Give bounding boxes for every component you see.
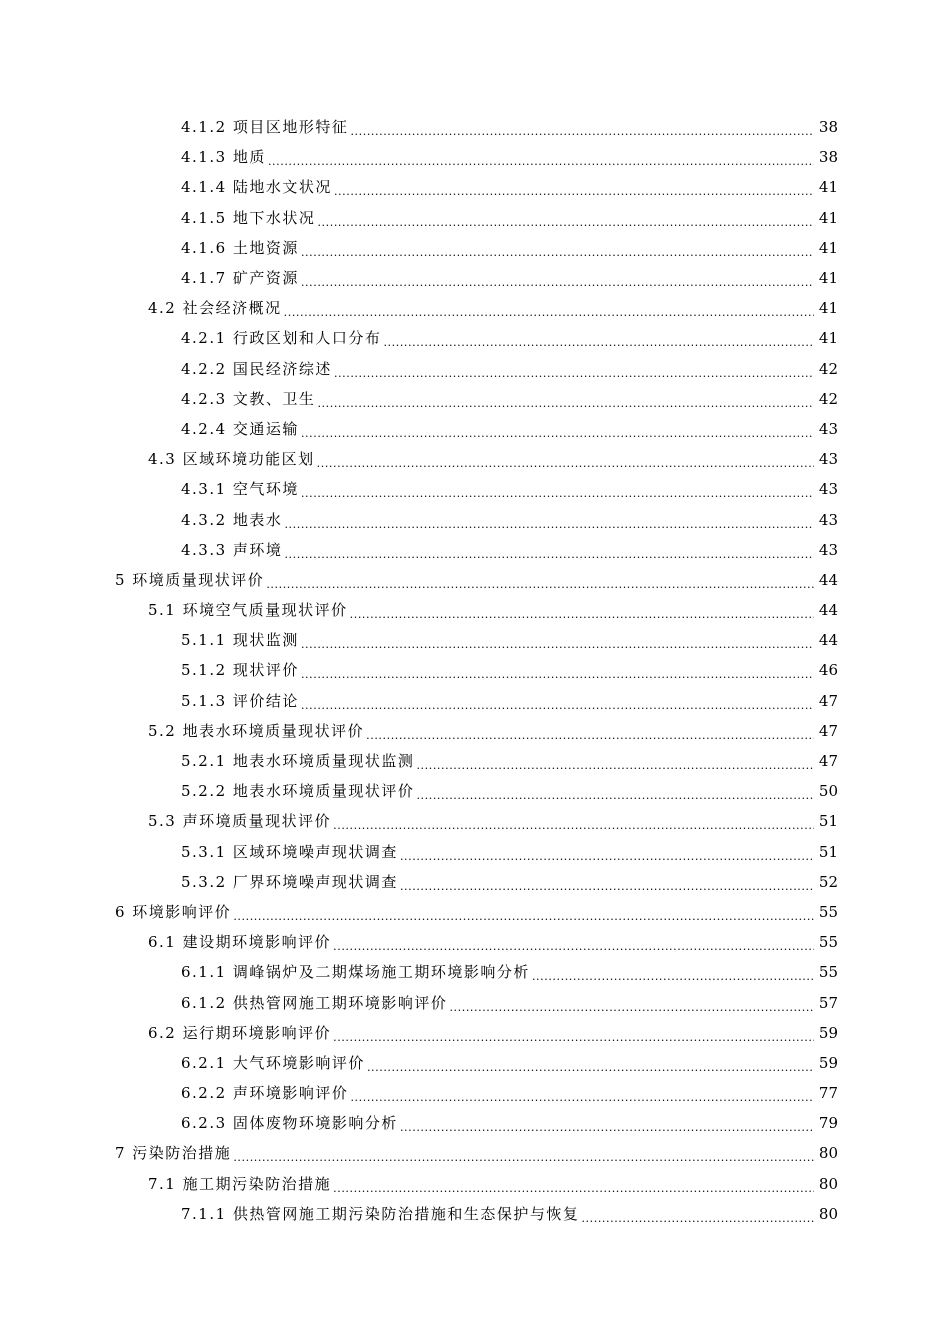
toc-entry[interactable] (0, 293, 950, 323)
toc-entry-page-number: 41 (818, 178, 838, 197)
toc-entry-page-number: 41 (818, 208, 838, 227)
toc-entry-page-number: 59 (818, 1023, 838, 1042)
dot-leader (317, 211, 814, 231)
toc-entry-page-number: 80 (818, 1204, 838, 1223)
toc-entry[interactable] (0, 746, 950, 776)
toc-entry[interactable] (0, 565, 950, 595)
toc-entry-title: 6.2 运行期环境影响评价 (148, 1023, 332, 1042)
dot-leader (532, 965, 814, 985)
toc-entry[interactable] (0, 1018, 950, 1048)
toc-entry-page-number: 80 (818, 1144, 838, 1163)
toc-entry[interactable] (0, 1169, 950, 1199)
toc-entry[interactable] (0, 142, 950, 172)
dot-leader (301, 694, 814, 714)
dot-leader (233, 1146, 814, 1166)
toc-entry-page-number: 55 (818, 902, 838, 921)
toc-entry-page-number: 51 (818, 842, 838, 861)
toc-entry-page-number: 47 (818, 691, 838, 710)
dot-leader (284, 301, 814, 321)
toc-entry[interactable] (0, 957, 950, 987)
toc-entry-page-number: 80 (818, 1174, 838, 1193)
toc-entry[interactable] (0, 112, 950, 142)
toc-entry-page-number: 52 (818, 872, 838, 891)
toc-entry-title: 7.1 施工期污染防治措施 (148, 1174, 332, 1193)
toc-entry[interactable] (0, 1199, 950, 1229)
dot-leader (416, 754, 814, 774)
toc-entry[interactable] (0, 444, 950, 474)
toc-entry-page-number: 44 (818, 631, 838, 650)
toc-entry-title: 4.3 区域环境功能区划 (148, 450, 315, 469)
toc-entry-page-number: 44 (818, 601, 838, 620)
toc-entry-title: 6.1.1 调峰锅炉及二期煤场施工期环境影响分析 (181, 963, 530, 982)
toc-entry[interactable] (0, 1108, 950, 1138)
toc-entry-title: 4.3.3 声环境 (181, 540, 283, 559)
toc-entry-page-number: 51 (818, 812, 838, 831)
toc-entry-title: 4.2.4 交通运输 (181, 419, 299, 438)
toc-entry-title: 6.1.2 供热管网施工期环境影响评价 (181, 993, 448, 1012)
dot-leader (383, 331, 814, 351)
toc-entry[interactable] (0, 263, 950, 293)
toc-entry-page-number: 42 (818, 359, 838, 378)
toc-entry-title: 4.2.3 文教、卫生 (181, 389, 316, 408)
toc-entry-title: 6 环境影响评价 (115, 902, 232, 921)
toc-entry[interactable] (0, 776, 950, 806)
toc-entry[interactable] (0, 987, 950, 1017)
toc-entry-title: 7.1.1 供热管网施工期污染防治措施和生态保护与恢复 (181, 1204, 580, 1223)
toc-entry-title: 4.1.3 地质 (181, 148, 266, 167)
toc-entry[interactable] (0, 474, 950, 504)
toc-entry[interactable] (0, 867, 950, 897)
toc-entry-title: 5.3.2 厂界环境噪声现状调查 (181, 872, 398, 891)
toc-entry-title: 4.1.6 土地资源 (181, 238, 299, 257)
toc-entry-page-number: 43 (818, 480, 838, 499)
toc-entry[interactable] (0, 384, 950, 414)
toc-entry-page-number: 41 (818, 269, 838, 288)
dot-leader (301, 271, 814, 291)
toc-entry-page-number: 50 (818, 782, 838, 801)
dot-leader (301, 422, 814, 442)
toc-entry-title: 4.1.2 项目区地形特征 (181, 118, 349, 137)
toc-entry-title: 5 环境质量现状评价 (115, 570, 265, 589)
dot-leader (400, 845, 814, 865)
dot-leader (333, 935, 814, 955)
dot-leader (333, 1026, 814, 1046)
toc-entry-title: 5.3.1 区域环境噪声现状调查 (181, 842, 398, 861)
toc-entry-title: 4.3.1 空气环境 (181, 480, 299, 499)
dot-leader (350, 603, 814, 623)
toc-entry[interactable] (0, 1048, 950, 1078)
dot-leader (301, 482, 814, 502)
toc-entry[interactable] (0, 323, 950, 353)
toc-entry-page-number: 57 (818, 993, 838, 1012)
toc-entry-title: 6.2.2 声环境影响评价 (181, 1084, 349, 1103)
dot-leader (366, 724, 814, 744)
toc-entry[interactable] (0, 595, 950, 625)
toc-entry[interactable] (0, 927, 950, 957)
toc-entry-title: 5.3 声环境质量现状评价 (148, 812, 332, 831)
dot-leader (284, 513, 814, 533)
dot-leader (284, 543, 814, 563)
toc-entry[interactable] (0, 233, 950, 263)
toc-entry-title: 4.3.2 地表水 (181, 510, 283, 529)
toc-entry-title: 5.2.1 地表水环境质量现状监测 (181, 752, 415, 771)
toc-entry[interactable] (0, 535, 950, 565)
toc-entry-title: 7 污染防治措施 (115, 1144, 232, 1163)
dot-leader (301, 241, 814, 261)
toc-entry-title: 4.1.5 地下水状况 (181, 208, 316, 227)
toc-entry-title: 4.1.4 陆地水文状况 (181, 178, 332, 197)
toc-entry-page-number: 38 (818, 148, 838, 167)
dot-leader (317, 452, 814, 472)
toc-entry-page-number: 79 (818, 1114, 838, 1133)
toc-entry[interactable] (0, 806, 950, 836)
toc-entry-title: 5.1.3 评价结论 (181, 691, 299, 710)
dot-leader (334, 180, 814, 200)
toc-entry-page-number: 47 (818, 721, 838, 740)
toc-entry[interactable] (0, 203, 950, 233)
dot-leader (333, 814, 814, 834)
toc-entry-title: 4.2.2 国民经济综述 (181, 359, 332, 378)
toc-entry-page-number: 43 (818, 510, 838, 529)
toc-entry-page-number: 41 (818, 329, 838, 348)
dot-leader (268, 150, 814, 170)
dot-leader (317, 392, 814, 412)
dot-leader (301, 663, 814, 683)
dot-leader (333, 1177, 814, 1197)
toc-entry-title: 4.2 社会经济概况 (148, 299, 282, 318)
toc-entry-page-number: 77 (818, 1084, 838, 1103)
toc-entry-page-number: 43 (818, 419, 838, 438)
toc-entry[interactable] (0, 655, 950, 685)
toc-entry-title: 6.2.1 大气环境影响评价 (181, 1053, 365, 1072)
dot-leader (301, 633, 814, 653)
toc-entry[interactable] (0, 837, 950, 867)
toc-entry-title: 4.1.7 矿产资源 (181, 269, 299, 288)
toc-entry-page-number: 41 (818, 299, 838, 318)
toc-entry-title: 5.1.1 现状监测 (181, 631, 299, 650)
dot-leader (266, 573, 814, 593)
toc-entry[interactable] (0, 504, 950, 534)
toc-entry[interactable] (0, 625, 950, 655)
toc-entry-title: 5.2 地表水环境质量现状评价 (148, 721, 365, 740)
toc-entry-page-number: 42 (818, 389, 838, 408)
toc-entry-title: 5.2.2 地表水环境质量现状评价 (181, 782, 415, 801)
toc-entry-page-number: 43 (818, 540, 838, 559)
toc-entry-title: 6.2.3 固体废物环境影响分析 (181, 1114, 398, 1133)
dot-leader (350, 120, 814, 140)
dot-leader (449, 996, 814, 1016)
dot-leader (350, 1086, 814, 1106)
toc-entry[interactable] (0, 1078, 950, 1108)
toc-entry-page-number: 43 (818, 450, 838, 469)
dot-leader (233, 905, 814, 925)
toc-entry-page-number: 46 (818, 661, 838, 680)
dot-leader (581, 1207, 814, 1227)
toc-entry[interactable] (0, 897, 950, 927)
toc-entry[interactable] (0, 414, 950, 444)
toc-entry-page-number: 59 (818, 1053, 838, 1072)
toc-entry-title: 6.1 建设期环境影响评价 (148, 933, 332, 952)
dot-leader (400, 875, 814, 895)
dot-leader (416, 784, 814, 804)
dot-leader (400, 1116, 814, 1136)
toc-entry[interactable] (0, 354, 950, 384)
toc-entry[interactable] (0, 1138, 950, 1168)
toc-entry-title: 4.2.1 行政区划和人口分布 (181, 329, 382, 348)
toc-entry-page-number: 44 (818, 570, 838, 589)
toc-entry-page-number: 55 (818, 963, 838, 982)
dot-leader (334, 362, 814, 382)
table-of-contents (0, 112, 950, 1229)
toc-entry[interactable] (0, 716, 950, 746)
toc-entry-page-number: 41 (818, 238, 838, 257)
toc-entry-page-number: 38 (818, 118, 838, 137)
dot-leader (367, 1056, 814, 1076)
toc-entry[interactable] (0, 686, 950, 716)
toc-entry-page-number: 47 (818, 752, 838, 771)
toc-entry-title: 5.1 环境空气质量现状评价 (148, 601, 348, 620)
toc-entry[interactable] (0, 172, 950, 202)
toc-entry-page-number: 55 (818, 933, 838, 952)
toc-entry-title: 5.1.2 现状评价 (181, 661, 299, 680)
